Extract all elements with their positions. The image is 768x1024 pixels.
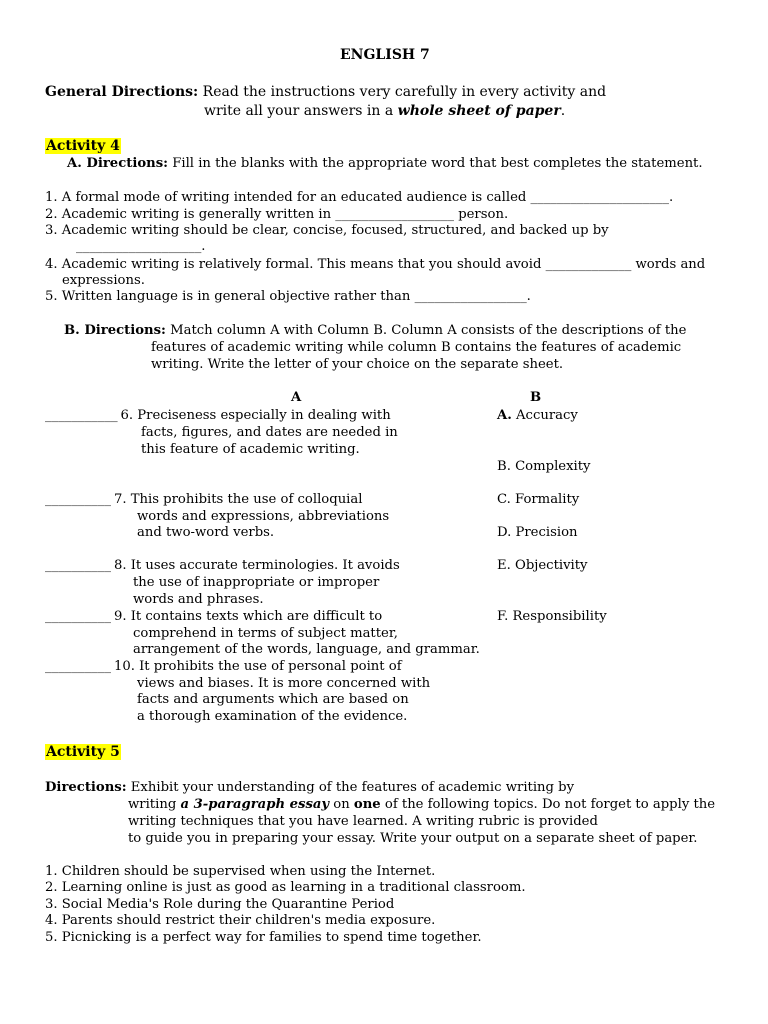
- activity5-heading: Activity 5: [46, 744, 120, 760]
- choice-a: A. Accuracy: [497, 408, 578, 423]
- column-a-header: A: [291, 390, 302, 405]
- match-item-10-cont: facts and arguments which are based on: [137, 692, 409, 707]
- column-b-header: B: [530, 390, 542, 405]
- match-item-9-cont: comprehend in terms of subject matter,: [133, 626, 398, 641]
- general-directions-label: General Directions:: [45, 84, 199, 100]
- match-item-6-cont: this feature of academic writing.: [141, 442, 360, 457]
- activity5-directions-line4: to guide you in preparing your essay. Write your output on a separate sheet of paper.: [128, 831, 698, 846]
- match-item-9: __________ 9. It contains texts which are difficult to: [45, 609, 383, 624]
- general-directions: [45, 84, 606, 101]
- topic-item: 1. Children should be supervised when using the Internet.: [45, 864, 436, 879]
- match-item-6: ___________ 6. Preciseness especially in dealing with: [45, 408, 391, 423]
- match-item-8-cont: words and phrases.: [133, 592, 264, 607]
- topic-item: 3. Social Media's Role during the Quarantine Period: [45, 897, 395, 912]
- answer-blank[interactable]: __________: [45, 492, 111, 507]
- partA-item-3-cont: ___________________.: [76, 239, 206, 254]
- match-item-10-cont: a thorough examination of the evidence.: [137, 709, 408, 724]
- whole-sheet-emphasis: whole sheet of paper: [397, 103, 561, 119]
- activity5-directions-line2: writing a 3-paragraph essay on one of the following topics. Do not forget to apply the: [128, 797, 716, 812]
- answer-blank[interactable]: ___________: [45, 408, 118, 423]
- page-title: ENGLISH 7: [340, 47, 430, 63]
- choice-c: C. Formality: [497, 492, 580, 507]
- answer-blank[interactable]: __________: [45, 558, 111, 573]
- match-item-10: __________ 10. It prohibits the use of personal point of: [45, 659, 402, 674]
- partA-item-4: 4. Academic writing is relatively formal. This means that you should avoid _____________ words and: [45, 257, 706, 272]
- activity5-directions: Directions: Exhibit your understanding of the features of academic writing by: [45, 780, 575, 795]
- activity4-partA-directions: A. Directions: Fill in the blanks with the appropriate word that best completes the statement.: [67, 156, 703, 171]
- topic-item: 4. Parents should restrict their children's media exposure.: [45, 913, 436, 928]
- choice-f: F. Responsibility: [497, 609, 607, 624]
- topic-item: 2. Learning online is just as good as learning in a traditional classroom.: [45, 880, 526, 895]
- choice-e: E. Objectivity: [497, 558, 588, 573]
- match-item-7-cont: words and expressions, abbreviations: [137, 509, 390, 524]
- match-item-6-cont: facts, figures, and dates are needed in: [141, 425, 398, 440]
- answer-blank[interactable]: __________: [45, 659, 111, 674]
- answer-blank[interactable]: __________: [45, 609, 111, 624]
- general-directions-line2: write all your answers in a whole sheet of paper.: [204, 103, 566, 119]
- match-item-10-cont: views and biases. It is more concerned with: [137, 676, 431, 691]
- match-item-8-cont: the use of inappropriate or improper: [133, 575, 380, 590]
- partA-item-4-cont: expressions.: [62, 273, 145, 288]
- match-item-8: __________ 8. It uses accurate terminologies. It avoids: [45, 558, 400, 573]
- partA-item-1: 1. A formal mode of writing intended for an educated audience is called _____________________.: [45, 190, 674, 205]
- general-directions-line1: Read the instructions very carefully in every activity and: [202, 84, 607, 100]
- match-item-7: __________ 7. This prohibits the use of colloquial: [45, 492, 363, 507]
- partB-directions-line3: writing. Write the letter of your choice on the separate sheet.: [151, 357, 564, 372]
- choice-b: B. Complexity: [497, 459, 591, 474]
- essay-emphasis: a 3-paragraph essay: [180, 797, 330, 812]
- topic-item: 5. Picnicking is a perfect way for families to spend time together.: [45, 930, 482, 945]
- partB-directions-line2: features of academic writing while column B contains the features of academic: [151, 340, 682, 355]
- activity4-partB-directions: B. Directions: Match column A with Column B. Column A consists of the descriptions of the: [64, 323, 687, 338]
- partA-item-5: 5. Written language is in general objective rather than _________________.: [45, 289, 531, 304]
- partA-item-2: 2. Academic writing is generally written in __________________ person.: [45, 207, 509, 222]
- choice-d: D. Precision: [497, 525, 578, 540]
- match-item-9-cont: arrangement of the words, language, and grammar.: [133, 642, 480, 657]
- activity4-heading: Activity 4: [46, 138, 120, 154]
- match-item-7-cont: and two-word verbs.: [137, 525, 275, 540]
- partA-item-3: 3. Academic writing should be clear, concise, focused, structured, and backed up by: [45, 223, 609, 238]
- activity5-directions-line3: writing techniques that you have learned. A writing rubric is provided: [128, 814, 598, 829]
